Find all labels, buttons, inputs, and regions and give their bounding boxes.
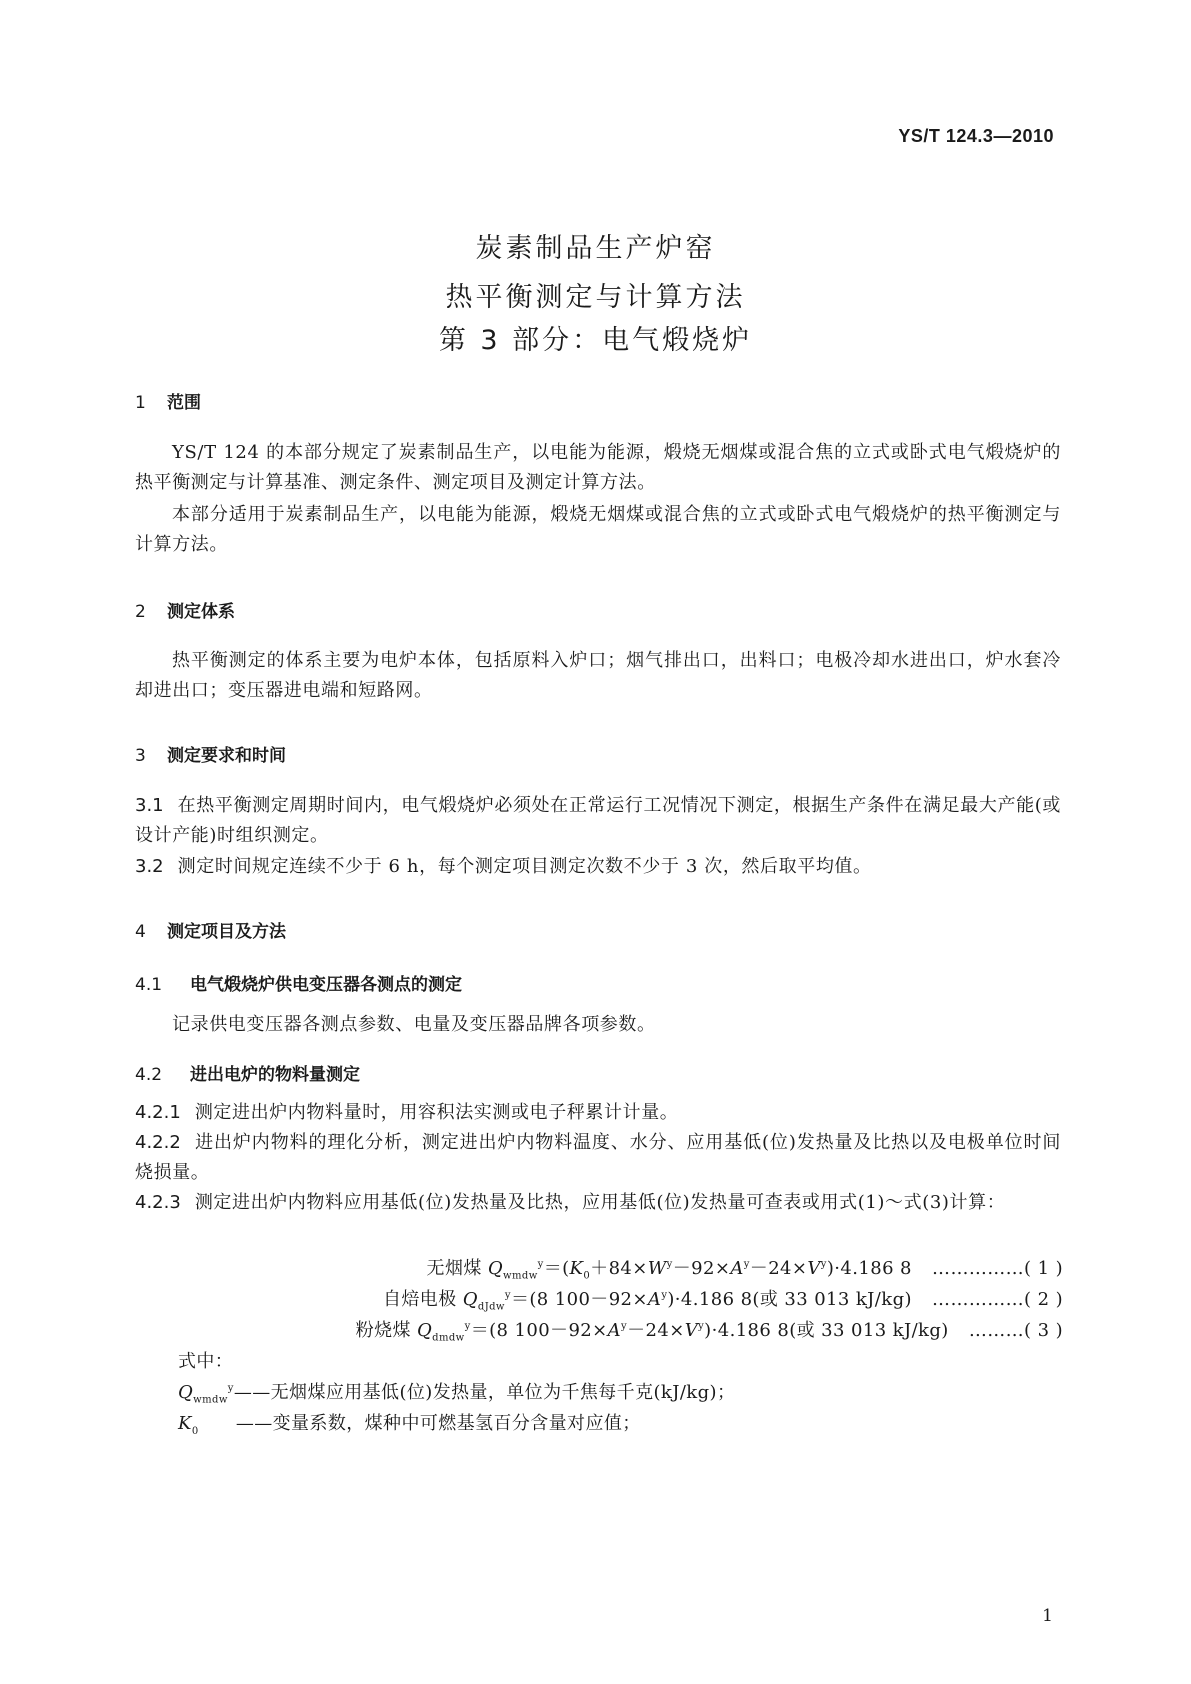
clause-number: 3.2 — [135, 856, 164, 877]
section-4-1-heading — [135, 970, 462, 995]
section-title: 测定项目及方法 — [167, 922, 286, 942]
formula-part: ＝( — [543, 1258, 570, 1279]
formula-symbol: V — [684, 1320, 699, 1341]
clause-4-2-2 — [135, 1128, 1061, 1188]
formula-subscript: dJdw — [477, 1301, 505, 1313]
section-number: 1 — [135, 393, 146, 413]
section-2-paragraph: 热平衡测定的体系主要为电炉本体，包括原料入炉口；烟气排出口，出料口；电极冷却水进出口，炉水套冷却进出口；变压器进电端和短路网。 — [135, 650, 1061, 701]
formula-part: )·4.186 8(或 33 013 kJ/kg) — [704, 1320, 949, 1341]
formula-symbol: W — [647, 1258, 667, 1279]
definition-text: ——无烟煤应用基低(位)发热量，单位为千焦每千克(kJ/kg)； — [233, 1382, 736, 1403]
formula-number: ( 2 ) — [1024, 1289, 1063, 1310]
definition-subscript: wmdw — [193, 1394, 228, 1406]
section-1-paragraph-1: YS/T 124 的本部分规定了炭素制品生产，以电能为能源，煅烧无烟煤或混合焦的立式或卧式电气煅烧炉的热平衡测定与计算基准、测定条件、测定项目及测定计算方法。 — [135, 442, 1061, 493]
standard-code: YS/T 124.3—2010 — [898, 126, 1054, 146]
title-line-1: 炭素制品生产炉窑 — [475, 233, 716, 264]
section-title: 电气煅烧炉供电变压器各测点的测定 — [190, 975, 462, 995]
section-title: 测定体系 — [167, 602, 235, 622]
section-1-heading — [135, 388, 201, 413]
section-2-heading — [135, 597, 235, 622]
formula-subscript: 0 — [583, 1270, 591, 1282]
formula-subscript: wmdw — [503, 1270, 538, 1282]
section-4-heading — [135, 917, 286, 942]
section-title: 测定要求和时间 — [167, 746, 286, 766]
title-line-2: 热平衡测定与计算方法 — [445, 282, 746, 313]
formula-1 — [427, 1254, 1063, 1282]
definition-symbol: Q — [178, 1382, 194, 1403]
formula-number: ( 1 ) — [1024, 1258, 1063, 1279]
formula-superscript: y — [537, 1259, 544, 1270]
formula-leader-dots: …………… — [932, 1289, 1025, 1310]
formula-symbol: V — [807, 1258, 821, 1279]
formula-superscript: y — [621, 1321, 628, 1332]
formula-symbol: Q — [417, 1320, 433, 1341]
clause-4-2-3 — [135, 1188, 1061, 1218]
definition-k0 — [178, 1409, 641, 1437]
clause-4-2-1 — [135, 1098, 1061, 1128]
clause-text: 测定时间规定连续不少于 6 h，每个测定项目测定次数不少于 3 次，然后取平均值。 — [177, 856, 872, 877]
clause-number: 4.2.3 — [135, 1192, 181, 1213]
clause-text: 进出炉内物料的理化分析，测定进出炉内物料温度、水分、应用基低(位)发热量及比热以及电极单位时间烧损量。 — [135, 1132, 1061, 1183]
section-1-paragraph-2: 本部分适用于炭素制品生产，以电能为能源，煅烧无烟煤或混合焦的立式或卧式电气煅烧炉的热平衡测定与计算方法。 — [135, 504, 1061, 555]
clause-number: 4.2.1 — [135, 1102, 181, 1123]
section-title: 范围 — [167, 393, 201, 413]
section-4-1-paragraph: 记录供电变压器各测点参数、电量及变压器品牌各项参数。 — [172, 1014, 656, 1035]
clause-text: 在热平衡测定周期时间内，电气煅烧炉必须处在正常运行工况情况下测定，根据生产条件在满足最大产能(或设计产能)时组织测定。 — [135, 795, 1061, 846]
formula-label: 无烟煤 — [426, 1258, 482, 1279]
formula-symbol: Q — [462, 1289, 478, 1310]
section-number: 4 — [135, 922, 146, 942]
formula-part: ＝(8 100－92× — [510, 1289, 648, 1310]
clause-text: 测定进出炉内物料量时，用容积法实测或电子秤累计计量。 — [194, 1102, 679, 1123]
clause-text: 测定进出炉内物料应用基低(位)发热量及比热，应用基低(位)发热量可查表或用式(1)～式(3)计算： — [194, 1192, 1006, 1213]
formula-part: －24× — [749, 1258, 808, 1279]
formula-part: ＝(8 100－92× — [470, 1320, 608, 1341]
section-number: 3 — [135, 746, 146, 766]
formula-part: ＋84× — [590, 1258, 648, 1279]
formula-superscript: y — [666, 1259, 673, 1270]
formula-part: )·4.186 8(或 33 013 kJ/kg) — [667, 1289, 912, 1310]
formula-3 — [356, 1316, 1063, 1344]
clause-number: 4.2.2 — [135, 1132, 181, 1153]
formula-superscript: y — [820, 1259, 827, 1270]
formula-part: －24× — [627, 1320, 685, 1341]
clause-3-2 — [135, 852, 1061, 882]
formula-superscript: y — [504, 1290, 511, 1301]
formula-part: )·4.186 8 — [826, 1258, 912, 1279]
formula-symbol: K — [569, 1258, 584, 1279]
title-line-3: 第 3 部分：电气煅烧炉 — [438, 325, 753, 356]
formula-2 — [383, 1285, 1063, 1313]
section-number: 4.1 — [135, 975, 163, 995]
formula-leader-dots: ……… — [968, 1320, 1025, 1341]
formula-part: －92× — [672, 1258, 731, 1279]
formula-superscript: y — [464, 1321, 471, 1332]
clause-number: 3.1 — [135, 795, 164, 816]
definition-q-wmdw — [178, 1378, 735, 1406]
definition-superscript: y — [227, 1383, 234, 1394]
definition-symbol: K — [178, 1413, 192, 1434]
formula-symbol: A — [730, 1258, 744, 1279]
where-label: 式中： — [178, 1351, 234, 1372]
page-number: 1 — [1042, 1606, 1053, 1626]
formula-superscript: y — [698, 1321, 705, 1332]
section-number: 2 — [135, 602, 146, 622]
formula-symbol: A — [607, 1320, 622, 1341]
section-3-heading — [135, 741, 286, 766]
section-title: 进出电炉的物料量测定 — [190, 1065, 360, 1085]
formula-superscript: y — [661, 1290, 668, 1301]
formula-leader-dots: …………… — [932, 1258, 1025, 1279]
section-number: 4.2 — [135, 1065, 163, 1085]
clause-3-1 — [135, 791, 1061, 851]
formula-subscript: dmdw — [432, 1332, 465, 1344]
formula-number: ( 3 ) — [1024, 1320, 1063, 1341]
definition-text: ——变量系数，煤种中可燃基氢百分含量对应值； — [235, 1413, 641, 1434]
formula-symbol: A — [647, 1289, 662, 1310]
definition-subscript: 0 — [191, 1425, 199, 1437]
formula-superscript: y — [743, 1259, 750, 1270]
formula-label: 自焙电极 — [383, 1289, 457, 1310]
section-4-2-heading — [135, 1060, 360, 1085]
formula-label: 粉烧煤 — [355, 1320, 411, 1341]
formula-symbol: Q — [487, 1258, 504, 1279]
